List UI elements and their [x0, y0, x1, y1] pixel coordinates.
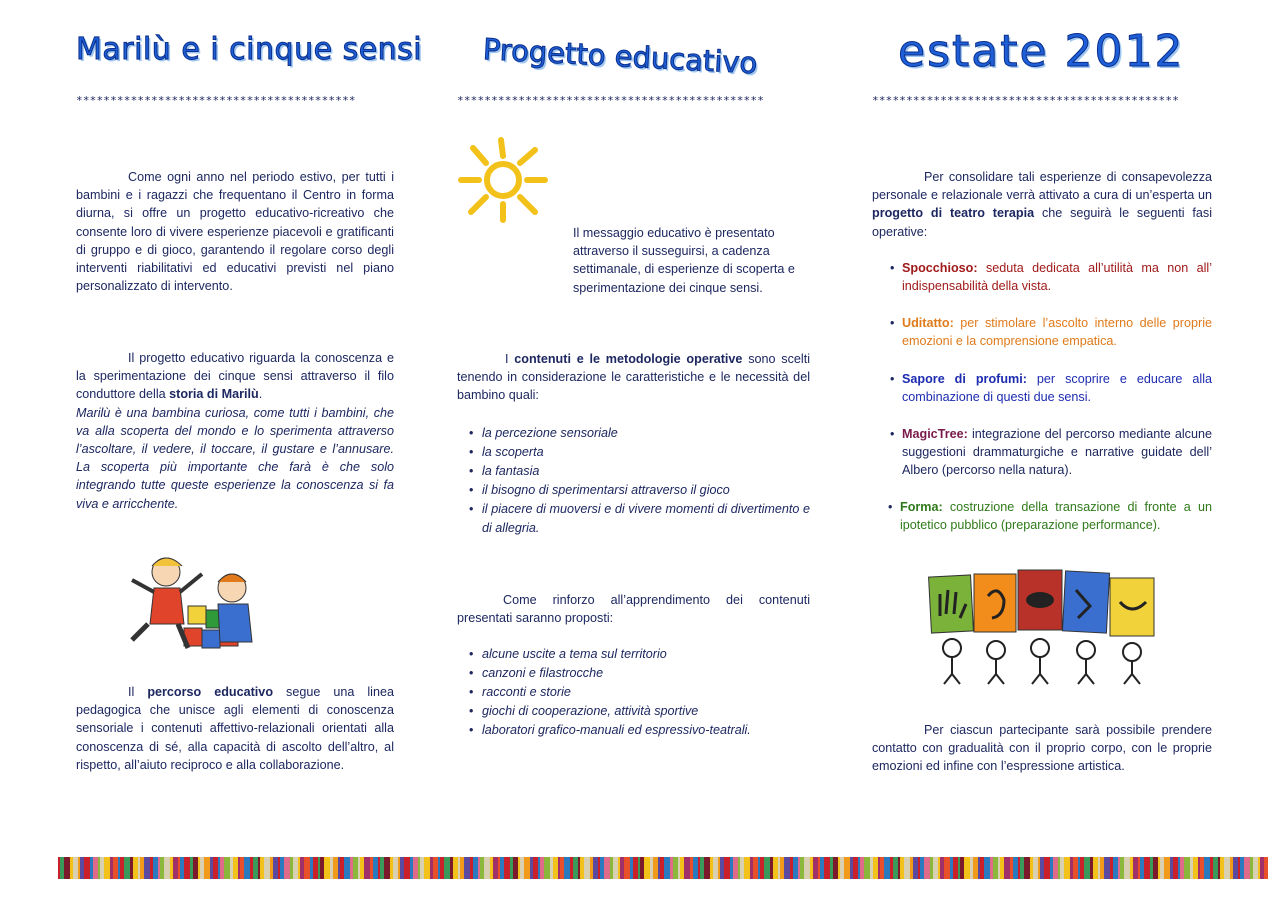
list-item: • il bisogno di sperimentarsi attraverso il gioco: [457, 481, 810, 500]
children-playing-illustration: [128, 544, 260, 662]
decorative-color-stripe: [58, 857, 1268, 879]
list-item: • canzoni e filastrocche: [457, 664, 810, 683]
paragraph-teatro: Per consolidare tali esperienze di consapevolezza personale e relazionale verrà attivato a cura di un’esperta un progetto di teatro terapia che seguirà le seguenti fasi operative:: [872, 170, 1212, 239]
list-item: • laboratori grafico-manuali ed espressivo-teatrali.: [457, 721, 810, 740]
title-progetto: Progetto educativo: [482, 32, 759, 81]
fase-sapore: • Sapore di profumi: per scoprire e educare alla combinazione di questi due sensi.: [890, 372, 1212, 405]
paragraph-progetto: Il progetto educativo riguarda la conoscenza e la sperimentazione dei cinque sensi attraverso il filo conduttore della storia di Marilù. Marilù è una bambina curiosa, come tutti i bambini, che va alla scoperta del mondo e lo sperimenta attraverso l’ascoltare, il vedere, il toccare, il gustare e l’annusare. La scoperta più importante che farà è che solo integrando tutte queste esperienze la conoscenza si fa viva e arricchente.: [76, 351, 394, 511]
title-estate: estate 2012: [898, 26, 1185, 77]
sun-icon: [457, 136, 551, 226]
fase-uditatto: • Uditatto: per stimolare l’ascolto interno delle proprie emozioni e la comprensione empatica.: [890, 316, 1212, 349]
list-proposte: [457, 645, 810, 740]
list-item: • alcune uscite a tema sul territorio: [457, 645, 810, 664]
paragraph-intro: Come ogni anno nel periodo estivo, per tutti i bambini e i ragazzi che frequentano il Centro in forma diurna, si offre un progetto educativo-ricreativo che consente loro di vivere esperienze piacevoli e gratificanti di gruppo e di gioco, garantendo il regolare corso degli interventi riabilitativi ed educativi previsti nel piano personalizzato di intervento.: [76, 170, 394, 294]
star-divider: *****************************************: [76, 94, 356, 107]
fase-forma: • Forma: costruzione della transazione di fronte a un ipotetico pubblico (preparazione performance).: [888, 500, 1212, 533]
list-item: • la percezione sensoriale: [457, 424, 810, 443]
paragraph-messaggio: Il messaggio educativo è presentato attraverso il susseguirsi, a cadenza settimanale, di esperienze di scoperta e sperimentazione dei cinque sensi.: [573, 226, 795, 295]
paragraph-contenuti: I contenuti e le metodologie operative sono scelti tenendo in considerazione le caratteristiche e le necessità del bambino quali:: [457, 352, 810, 403]
list-item: • la fantasia: [457, 462, 810, 481]
star-divider: *********************************************: [872, 94, 1180, 107]
list-item: • il piacere di muoversi e di vivere momenti di divertimento e di allegria.: [457, 500, 810, 538]
list-caratteristiche: [457, 424, 810, 538]
title-marilu: Marilù e i cinque sensi: [76, 32, 423, 67]
list-item: • racconti e storie: [457, 683, 810, 702]
paragraph-rinforzo: Come rinforzo all’apprendimento dei contenuti presentati saranno proposti:: [457, 593, 810, 626]
fase-magictree: • MagicTree: integrazione del percorso mediante alcune suggestioni drammaturgiche e narrative guidate dell’ Albero (percorso nella natura).: [890, 427, 1212, 478]
paragraph-conclusione: Per ciascun partecipante sarà possibile prendere contatto con gradualità con il proprio corpo, con le proprie emozioni ed infine con l’espressione artistica.: [872, 723, 1212, 774]
list-item: • giochi di cooperazione, attività sportive: [457, 702, 810, 721]
star-divider: *********************************************: [457, 94, 765, 107]
paragraph-percorso: Il percorso educativo segue una linea pedagogica che unisce agli elementi di conoscenza sensoriale i contenuti affettivo-relazionali orientati alla conoscenza di sé, alla capacità di ascolto dell’altro, al rispetto, all’aiuto reciproco e alla collaborazione.: [76, 685, 394, 772]
five-senses-illustration: [926, 566, 1172, 686]
fase-spocchioso: • Spocchioso: seduta dedicata all’utilità ma non all’ indispensabilità della vista.: [890, 261, 1212, 294]
list-item: • la scoperta: [457, 443, 810, 462]
